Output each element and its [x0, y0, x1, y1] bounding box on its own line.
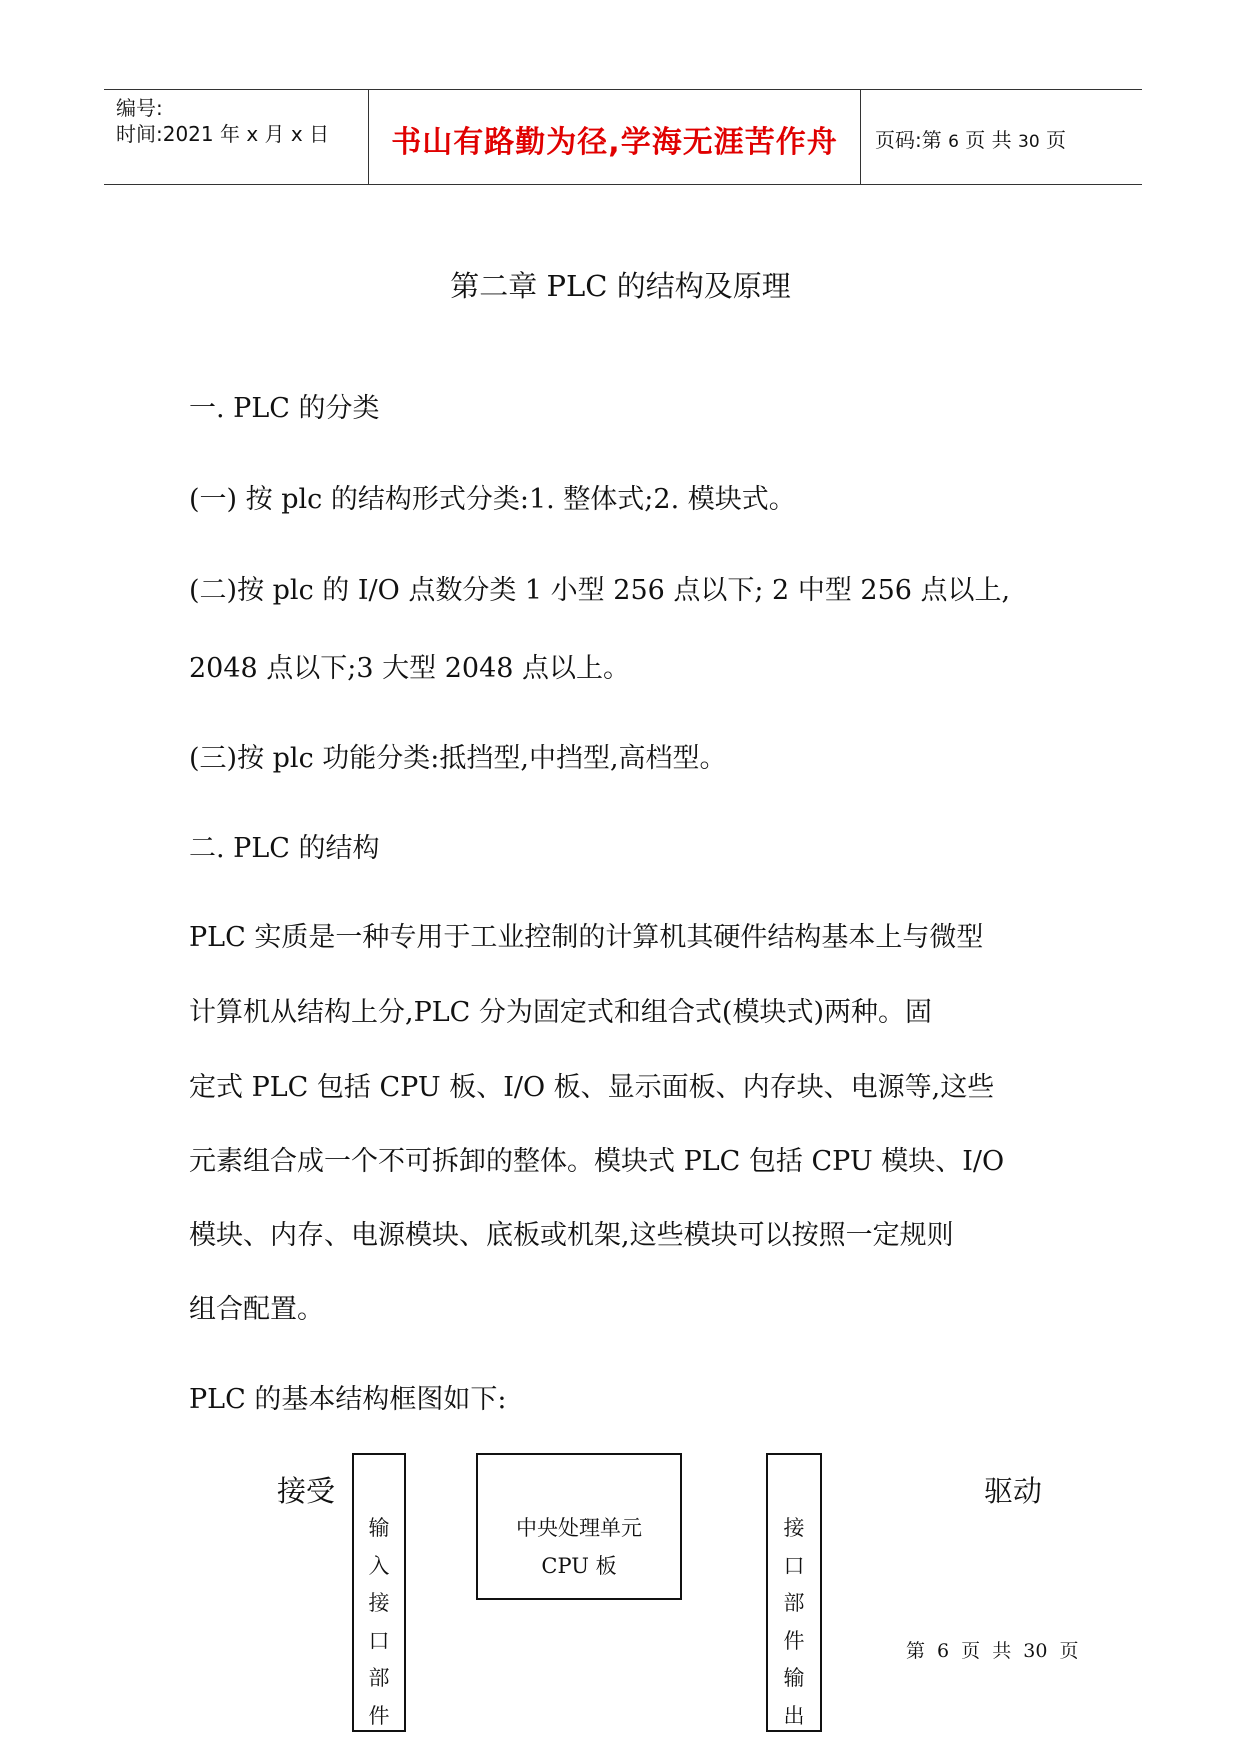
page-indicator — [875, 124, 1066, 153]
output-box-char: 部 — [783, 1591, 805, 1615]
paragraph-line: (一) 按 plc 的结构形式分类:1. 整体式;2. 模块式。 — [189, 484, 796, 515]
page-number: 6 — [948, 132, 959, 152]
input-box-char: 输 — [368, 1516, 390, 1540]
drive-label: 驱动 — [984, 1474, 1043, 1508]
cpu-box-title: 中央处理单元 — [516, 1516, 642, 1540]
paragraph-line: 2048 点以下;3 大型 2048 点以上。 — [189, 653, 631, 684]
input-box-char: 件 — [368, 1703, 390, 1728]
page-header — [104, 89, 1142, 185]
paragraph-line: 模块、内存、电源模块、底板或机架,这些模块可以按照一定规则 — [189, 1220, 954, 1251]
receive-label: 接受 — [277, 1474, 336, 1508]
cpu-box-subtitle: CPU 板 — [541, 1554, 617, 1578]
header-motto-cell — [369, 90, 861, 184]
page-mid: 页 共 — [965, 128, 1012, 152]
header-page-cell — [861, 90, 1142, 184]
page-footer: 第 6 页 共 30 页 — [906, 1640, 1079, 1662]
input-box-char: 部 — [368, 1666, 390, 1690]
output-box-char: 件 — [783, 1628, 805, 1653]
output-box-char: 接 — [783, 1516, 805, 1540]
output-interface-box — [766, 1453, 822, 1732]
input-box-char: 入 — [368, 1553, 390, 1578]
section-heading-classification: 一. PLC 的分类 — [189, 393, 380, 424]
page-suffix: 页 — [1046, 128, 1067, 152]
paragraph-line: 定式 PLC 包括 CPU 板、I/O 板、显示面板、内存块、电源等,这些 — [189, 1072, 995, 1103]
paragraph-line: PLC 实质是一种专用于工业控制的计算机其硬件结构基本上与微型 — [189, 922, 984, 953]
page-total: 30 — [1018, 132, 1040, 152]
paragraph-line: (二)按 plc 的 I/O 点数分类 1 小型 256 点以下; 2 中型 256 点以上, — [189, 575, 1011, 606]
paragraph-line: 组合配置。 — [189, 1294, 324, 1325]
diagram-caption: PLC 的基本结构框图如下: — [189, 1384, 507, 1415]
output-box-char: 口 — [783, 1553, 805, 1578]
chapter-title: 第二章 PLC 的结构及原理 — [450, 269, 791, 303]
section-heading-structure: 二. PLC 的结构 — [189, 833, 380, 864]
paragraph-line: 元素组合成一个不可拆卸的整体。模块式 PLC 包括 CPU 模块、I/O — [189, 1146, 1005, 1177]
input-box-char: 口 — [368, 1628, 390, 1653]
page-prefix: 页码:第 — [875, 128, 942, 152]
input-interface-box — [352, 1453, 406, 1732]
doc-time-label: 时间:2021 年 x 月 x 日 — [116, 122, 330, 146]
cpu-box — [476, 1453, 682, 1600]
paragraph-line: 计算机从结构上分,PLC 分为固定式和组合式(模块式)两种。固 — [189, 997, 932, 1028]
paragraph-line: (三)按 plc 功能分类:抵挡型,中挡型,高档型。 — [189, 743, 727, 774]
doc-number-label: 编号: — [116, 96, 163, 120]
output-box-char: 输 — [783, 1666, 805, 1690]
output-box-char: 出 — [783, 1703, 805, 1728]
input-box-char: 接 — [368, 1591, 390, 1615]
motto-text: 书山有路勤为径,学海无涯苦作舟 — [391, 125, 838, 160]
header-meta-cell — [104, 90, 369, 184]
